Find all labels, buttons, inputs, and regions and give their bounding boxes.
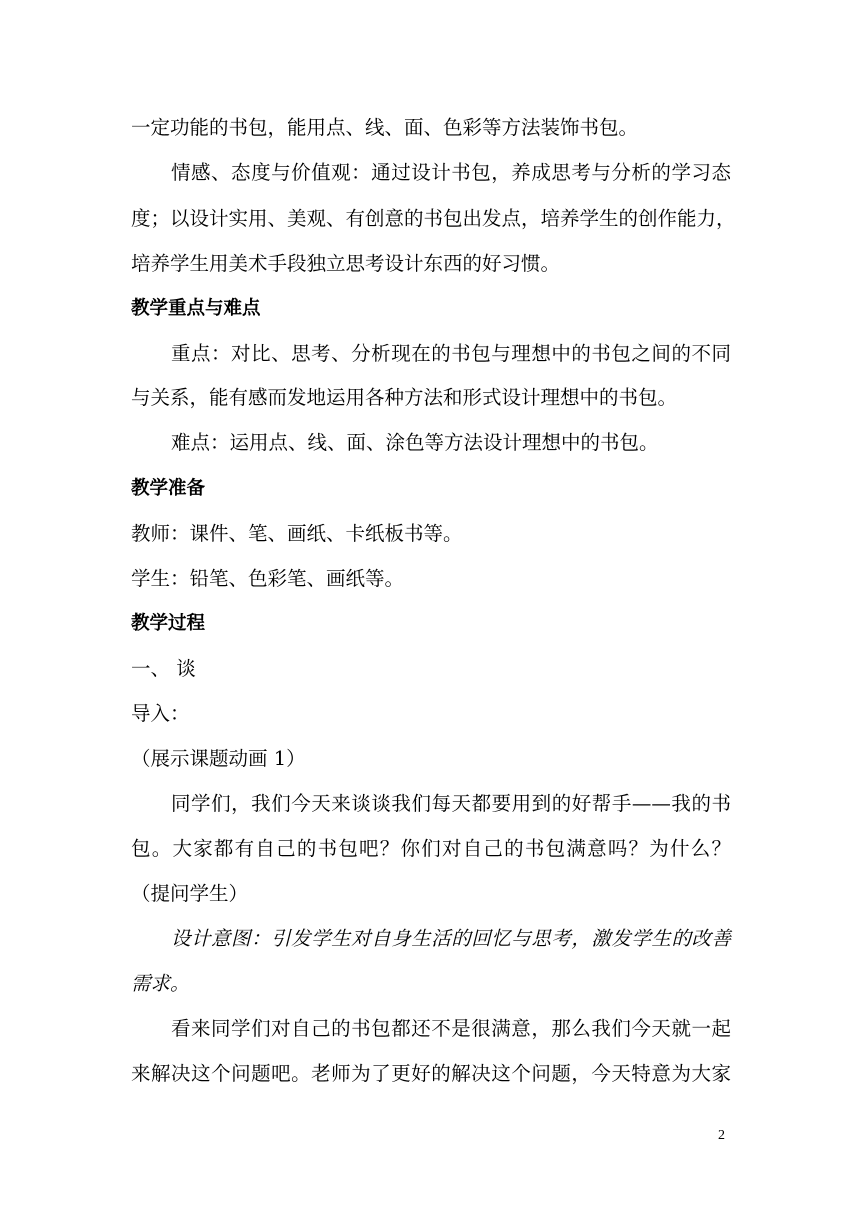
list-item: 一、 谈 <box>131 657 196 680</box>
paragraph-line: 情感、态度与价值观：通过设计书包，养成思考与分析的学习态 <box>171 161 731 184</box>
paragraph-line: 难点：运用点、线、面、涂色等方法设计理想中的书包。 <box>171 431 659 454</box>
paragraph-line: 来解决这个问题吧。老师为了更好的解决这个问题，今天特意为大家 <box>131 1062 731 1085</box>
section-heading: 教学准备 <box>131 478 206 499</box>
paragraph-line: 培养学生用美术手段独立思考设计东西的好习惯。 <box>131 252 561 275</box>
paragraph-line: 度；以设计实用、美观、有创意的书包出发点，培养学生的创作能力， <box>131 207 736 230</box>
paragraph-line: 看来同学们对自己的书包都还不是很满意，那么我们今天就一起 <box>171 1017 731 1040</box>
section-heading: 教学重点与难点 <box>131 298 261 319</box>
paragraph-line: 重点：对比、思考、分析现在的书包与理想中的书包之间的不同 <box>171 342 731 365</box>
paragraph-line: 一定功能的书包，能用点、线、面、色彩等方法装饰书包。 <box>131 116 639 139</box>
paragraph-line: 学生：铅笔、色彩笔、画纸等。 <box>131 567 405 590</box>
paragraph-line: （提问学生） <box>131 882 249 905</box>
paragraph-line: 同学们，我们今天来谈谈我们每天都要用到的好帮手——我的书 <box>171 792 731 815</box>
section-heading: 教学过程 <box>131 613 206 634</box>
page-number: 2 <box>718 1128 725 1143</box>
paragraph-line: 教师：课件、笔、画纸、卡纸板书等。 <box>131 522 463 545</box>
design-intent-line: 需求。 <box>131 972 190 995</box>
paragraph-line: 包。大家都有自己的书包吧？你们对自己的书包满意吗？为什么？ <box>131 837 731 860</box>
paragraph-line: 与关系，能有感而发地运用各种方法和形式设计理想中的书包。 <box>131 386 678 409</box>
design-intent-line: 设计意图：引发学生对自身生活的回忆与思考，激发学生的改善 <box>171 927 731 950</box>
paragraph-line: （展示课题动画 1） <box>131 747 306 770</box>
paragraph-line: 导入： <box>131 702 190 725</box>
